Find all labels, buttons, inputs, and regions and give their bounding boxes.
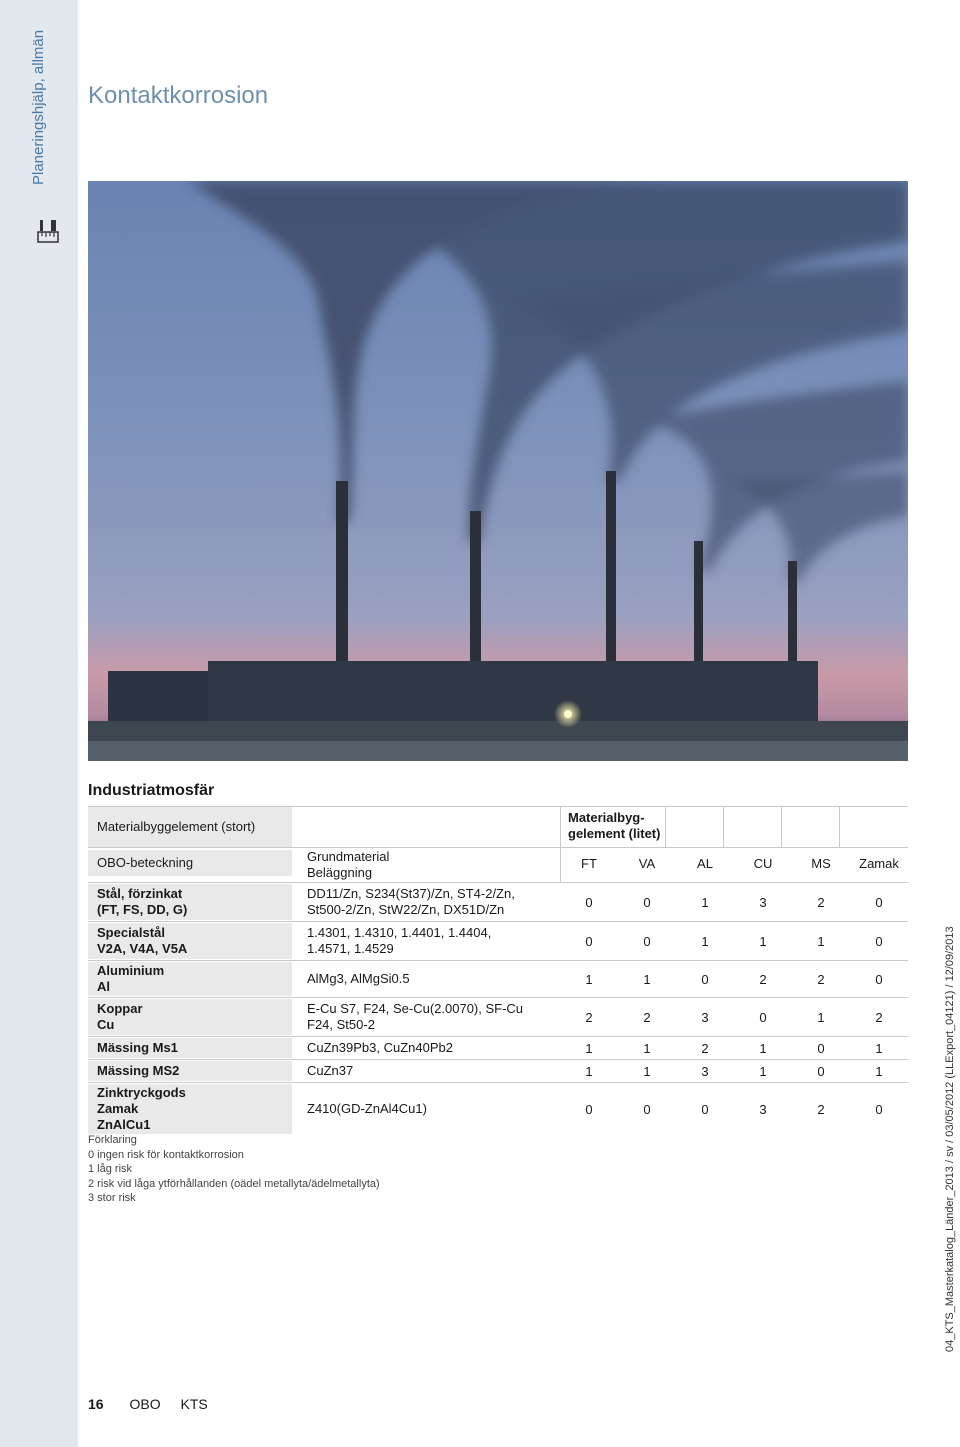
row-value: 3 [759,894,767,910]
row-value: 1 [817,933,825,949]
material-header: Grundmaterial Beläggning [307,849,390,880]
row-value: 0 [875,894,883,910]
row-value: 0 [585,933,593,949]
footer-brand: OBO [129,1396,161,1412]
col-ms: MS [811,855,831,871]
column-headers [560,850,908,876]
power-plant-chimneys-photo [88,181,908,761]
footer-catalog: KTS [180,1396,208,1412]
side-note: 04_KTS_Masterkatalog_Länder_2013 / sv / 03/05/2012 (LLExport_04121) / 12/09/2013 [944,926,956,1352]
table-row [88,923,908,959]
row-value: 1 [643,971,651,987]
table-row [88,1084,908,1134]
row-label: Zinktryckgods Zamak ZnAlCu1 [88,1084,292,1134]
row-value: 1 [875,1040,883,1056]
row-value: 0 [875,971,883,987]
row-label: Mässing MS2 [88,1061,292,1081]
section-title: Industriatmosfär [88,782,215,799]
row-value: 1 [643,1063,651,1079]
row-material: CuZn39Pb3, CuZn40Pb2 [307,1040,453,1055]
row-material: Z410(GD-ZnAl4Cu1) [307,1101,427,1116]
legend-item: 3 stor risk [88,1192,136,1204]
row-value: 1 [875,1063,883,1079]
row-value: 0 [585,894,593,910]
row-value: 2 [875,1009,883,1025]
row-value: 0 [817,1040,825,1056]
footer [88,1396,224,1412]
row-value: 0 [643,933,651,949]
row-value: 1 [759,1040,767,1056]
tools-ruler-icon [36,218,60,244]
col-ft: FT [581,855,597,871]
row-value: 3 [759,1101,767,1117]
row-value: 0 [759,1009,767,1025]
row-value: 1 [585,971,593,987]
row-value: 0 [643,894,651,910]
legend-title: Förklaring [88,1134,137,1146]
page-title: Kontaktkorrosion [88,82,269,109]
row-value: 3 [701,1009,709,1025]
row-material: E-Cu S7, F24, Se-Cu(2.0070), SF-Cu F24, St50-2 [307,1001,524,1032]
legend-item: 0 ingen risk för kontaktkorrosion [88,1148,244,1161]
sidebar-section-label: Planeringshjälp, allmän [30,29,47,185]
row-material: 1.4301, 1.4310, 1.4401, 1.4404, 1.4571, 1.4529 [307,925,492,956]
col-cu: CU [753,855,773,871]
row-value: 0 [701,971,709,987]
page-number: 16 [88,1396,104,1412]
row-value: 2 [643,1009,651,1025]
obo-label: OBO-beteckning [88,850,292,876]
row-value: 1 [759,933,767,949]
table-row [88,1061,908,1081]
row-value: 0 [875,933,883,949]
row-label: Stål, förzinkat (FT, FS, DD, G) [88,884,292,920]
header-left: Materialbyggelement (stort) [88,807,292,847]
row-label: Aluminium Al [88,962,292,996]
legend [88,1133,380,1206]
table-row [88,1038,908,1058]
col-al: AL [697,855,713,871]
row-value: 2 [759,971,767,987]
row-label: Mässing Ms1 [88,1038,292,1058]
legend-item: 2 risk vid låga ytförhållanden (oädel metallyta/ädelmetallyta) [88,1177,380,1190]
header-right: Materialbyg- gelement (litet) [568,810,661,841]
row-value: 2 [585,1009,593,1025]
col-zamak: Zamak [859,855,899,871]
row-value: 0 [585,1101,593,1117]
table-row [88,884,908,920]
row-value: 1 [817,1009,825,1025]
row-value: 0 [643,1101,651,1117]
row-value: 0 [817,1063,825,1079]
row-label: Specialstål V2A, V4A, V5A [88,923,292,959]
table-row [88,999,908,1035]
row-material: CuZn37 [307,1063,354,1078]
row-value: 1 [585,1040,593,1056]
row-value: 2 [817,971,825,987]
table-row [88,962,908,996]
row-material: DD11/Zn, S234(St37)/Zn, ST4-2/Zn, St500-2/Zn, StW22/Zn, DX51D/Zn [307,886,515,917]
row-value: 3 [701,1063,709,1079]
row-value: 1 [701,894,709,910]
legend-item: 1 låg risk [88,1163,133,1175]
row-value: 2 [817,1101,825,1117]
row-label: Koppar Cu [88,999,292,1035]
row-material: AlMg3, AlMgSi0.5 [307,971,410,986]
row-value: 1 [759,1063,767,1079]
row-value: 2 [701,1040,709,1056]
row-value: 2 [817,894,825,910]
row-value: 1 [643,1040,651,1056]
row-value: 1 [701,933,709,949]
row-value: 0 [701,1101,709,1117]
row-value: 0 [875,1101,883,1117]
row-value: 1 [585,1063,593,1079]
sidebar [0,0,78,1447]
col-va: VA [638,855,656,871]
